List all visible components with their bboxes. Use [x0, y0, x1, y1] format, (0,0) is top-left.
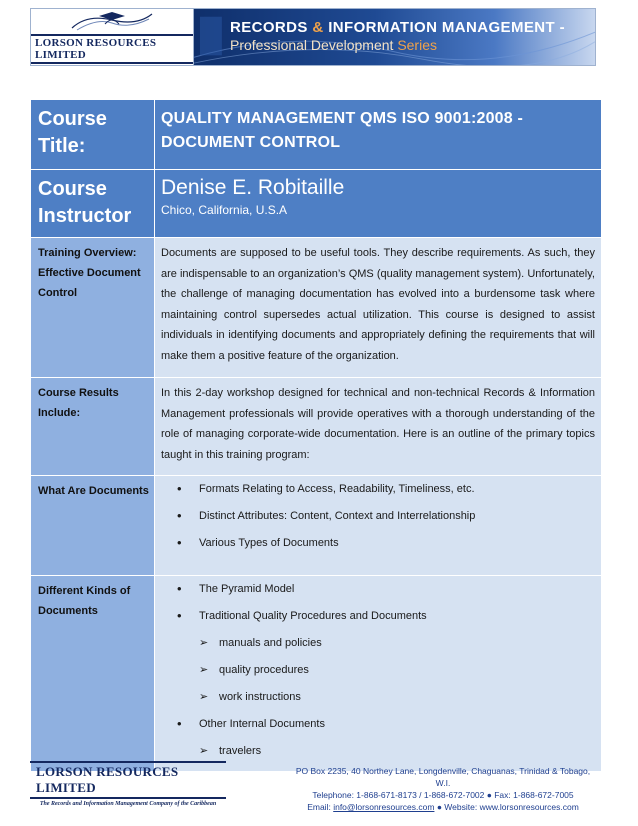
sub-list-item: ➢ travelers	[199, 744, 601, 758]
what-are-documents-list	[155, 476, 601, 550]
series-subtitle-series: Series	[397, 37, 437, 53]
course-title-line1: QUALITY MANAGEMENT QMS ISO 9001:2008 -	[161, 110, 524, 127]
course-title-row	[31, 100, 602, 170]
series-title-amp: &	[312, 19, 324, 36]
footer-tagline: The Records and Information Management Company of the Caribbean	[39, 801, 217, 807]
header-banner	[30, 8, 596, 66]
series-title-suffix: INFORMATION MANAGEMENT -	[328, 19, 566, 36]
course-results-label: Course Results Include:	[38, 387, 119, 419]
course-results-text: In this 2-day workshop designed for technical and non-technical Records & Information Management professionals will provide operatives with a thorough understanding of the role of managing corporate-wide documentation. Here is an outline of the primary topics taught in this training program:	[161, 387, 595, 461]
different-kinds-list	[155, 576, 601, 758]
list-item: • The Pyramid Model	[177, 582, 601, 596]
footer-address: PO Box 2235, 40 Northey Lane, Longdenville, Chaguanas, Trinidad & Tobago, W.I.	[295, 766, 591, 788]
logo-emblem-icon	[67, 10, 157, 32]
list-item: • Various Types of Documents	[177, 536, 601, 550]
sub-list-item: ➢ manuals and policies	[199, 636, 601, 650]
series-subtitle	[230, 36, 595, 54]
sub-list-item: ➢ quality procedures	[199, 663, 601, 677]
sub-list-item: ➢ work instructions	[199, 690, 601, 704]
course-title	[155, 100, 601, 155]
series-title-line1	[230, 19, 595, 36]
training-overview-text: Documents are supposed to be useful tools. They describe requirements. As such, they are indispensable to an organization’s QMS (quality management system). Unfortunately, the challenge of managing documentation has evolved into a burdensome task where maintaining control supersedes actual utilization. This course is designed to assist individuals in identifying documents and appropriately defining the requirements that will make them a positive feature of the organization.	[161, 247, 595, 362]
list-item: • Traditional Quality Procedures and Documents	[177, 609, 601, 623]
course-instructor-row	[31, 170, 602, 238]
logo-company-name: LORSON RESOURCES LIMITED	[31, 34, 193, 64]
instructor-location: Chico, California, U.S.A	[161, 203, 288, 217]
series-title-prefix: RECORDS	[230, 19, 308, 36]
list-item: • Other Internal Documents	[177, 717, 601, 731]
course-title-line2: DOCUMENT CONTROL	[161, 134, 341, 151]
course-title-label: Course Title:	[38, 108, 107, 157]
course-instructor-label: Course Instructor	[38, 178, 132, 227]
footer-contact	[290, 765, 596, 813]
different-kinds-label: Different Kinds of Documents	[38, 585, 131, 617]
footer-phone: Telephone: 1-868-671-8173 / 1-868-672-7002 ● Fax: 1-868-672-7005	[312, 790, 574, 800]
footer-email-link[interactable]: info@lorsonresources.com	[333, 802, 435, 812]
what-are-documents-label: What Are Documents	[38, 485, 149, 497]
instructor-name: Denise E. Robitaille	[161, 176, 345, 199]
series-subtitle-prefix: Professional Development	[230, 37, 394, 53]
series-title	[194, 9, 595, 65]
footer-email-line	[290, 801, 596, 813]
different-kinds-row	[31, 576, 602, 772]
list-item: • Formats Relating to Access, Readability, Timeliness, etc.	[177, 482, 601, 496]
footer-company-name: LORSON RESOURCES LIMITED	[30, 761, 226, 799]
training-overview-row	[31, 238, 602, 378]
training-overview-label: Training Overview: Effective Document Control	[38, 247, 141, 299]
course-results-row	[31, 378, 602, 476]
footer-logo	[30, 760, 226, 807]
list-item: • Distinct Attributes: Content, Context and Interrelationship	[177, 509, 601, 523]
footer-email-label: Email:	[307, 802, 331, 812]
company-logo	[31, 9, 194, 65]
what-are-documents-row	[31, 476, 602, 576]
footer-website[interactable]: ● Website: www.lorsonresources.com	[436, 802, 579, 812]
course-outline-table	[30, 99, 602, 772]
